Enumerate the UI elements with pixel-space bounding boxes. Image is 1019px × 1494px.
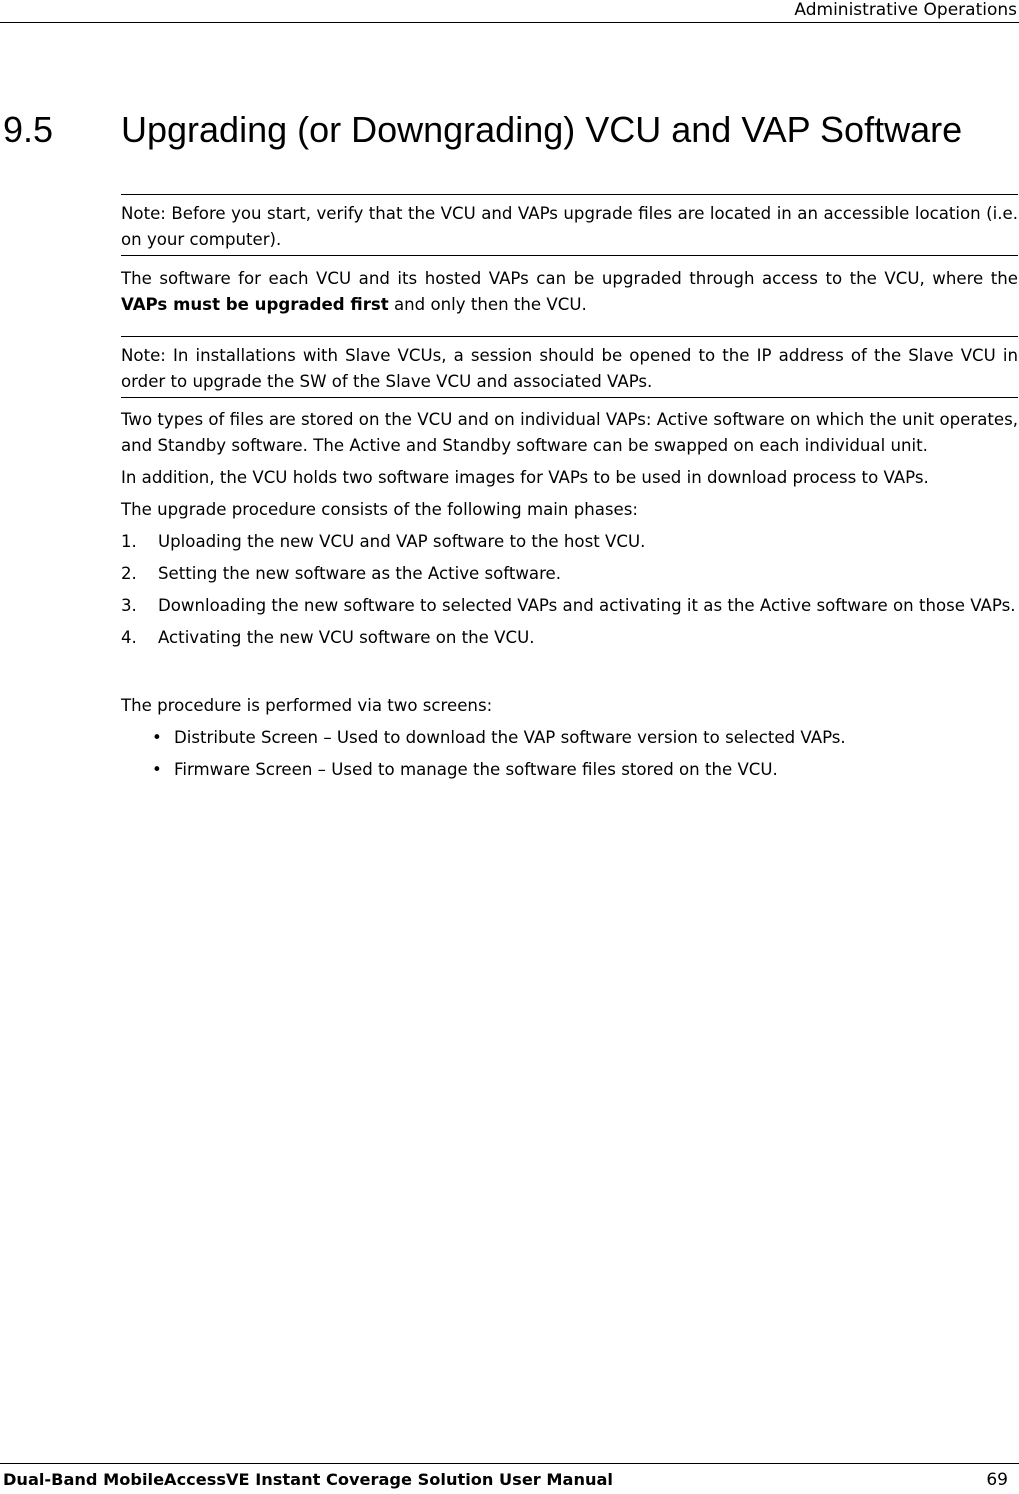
phases-intro-paragraph: The upgrade procedure consists of the following main phases: [121,500,639,519]
list-item [121,561,1018,587]
note-prerequisite: Note: Before you start, verify that the VCU and VAPs upgrade files are located in an accessible location (i.e. on your computer). [121,194,1018,256]
list-item-text: Firmware Screen – Used to manage the software files stored on the VCU. [174,760,778,779]
list-item [121,725,1018,751]
section-number: 9.5 [3,109,54,150]
list-item-number: 2. [121,564,137,583]
list-item-number: 4. [121,628,137,647]
bullet-icon: • [152,728,162,747]
intro-text-before: The software for each VCU and its hosted VAPs can be upgraded through access to the VCU, where the [121,269,1018,288]
screens-list [121,725,1018,783]
list-item [121,593,1018,619]
screens-intro-paragraph: The procedure is performed via two screens: [121,696,493,715]
intro-emphasis: VAPs must be upgraded first [121,295,389,314]
section-body [121,186,1018,789]
list-item [121,529,1018,555]
list-item [121,625,1018,651]
header-rule [0,22,1019,23]
intro-paragraph [121,266,1018,318]
page-number: 69 [986,1470,1008,1490]
section-title: Upgrading (or Downgrading) VCU and VAP Software [121,109,963,150]
list-item-text: Downloading the new software to selected VAPs and activating it as the Active software on those VAPs. [158,596,1016,615]
list-item-text: Uploading the new VCU and VAP software to the host VCU. [158,532,646,551]
bullet-icon: • [152,760,162,779]
footer-rule [0,1463,1019,1464]
phases-list [121,529,1018,651]
vap-images-paragraph: In addition, the VCU holds two software images for VAPs to be used in download process to VAPs. [121,468,929,487]
list-item-text: Setting the new software as the Active software. [158,564,562,583]
running-header: Administrative Operations [794,0,1017,20]
intro-text-after: and only then the VCU. [388,295,587,314]
note-slave-vcu: Note: In installations with Slave VCUs, a session should be opened to the IP address of the Slave VCU in order to upgrade the SW of the Slave VCU and associated VAPs. [121,336,1018,398]
list-item-number: 3. [121,596,137,615]
file-types-paragraph: Two types of files are stored on the VCU and on individual VAPs: Active software on which the unit operates, and Standby software. The Active and Standby software can be swapped on each individual unit. [121,410,1018,455]
list-item-text: Distribute Screen – Used to download the VAP software version to selected VAPs. [174,728,846,747]
list-item-text: Activating the new VCU software on the VCU. [158,628,535,647]
list-item-number: 1. [121,532,137,551]
list-item [121,757,1018,783]
footer-manual-title: Dual-Band MobileAccessVE Instant Coverage Solution User Manual [3,1470,613,1489]
